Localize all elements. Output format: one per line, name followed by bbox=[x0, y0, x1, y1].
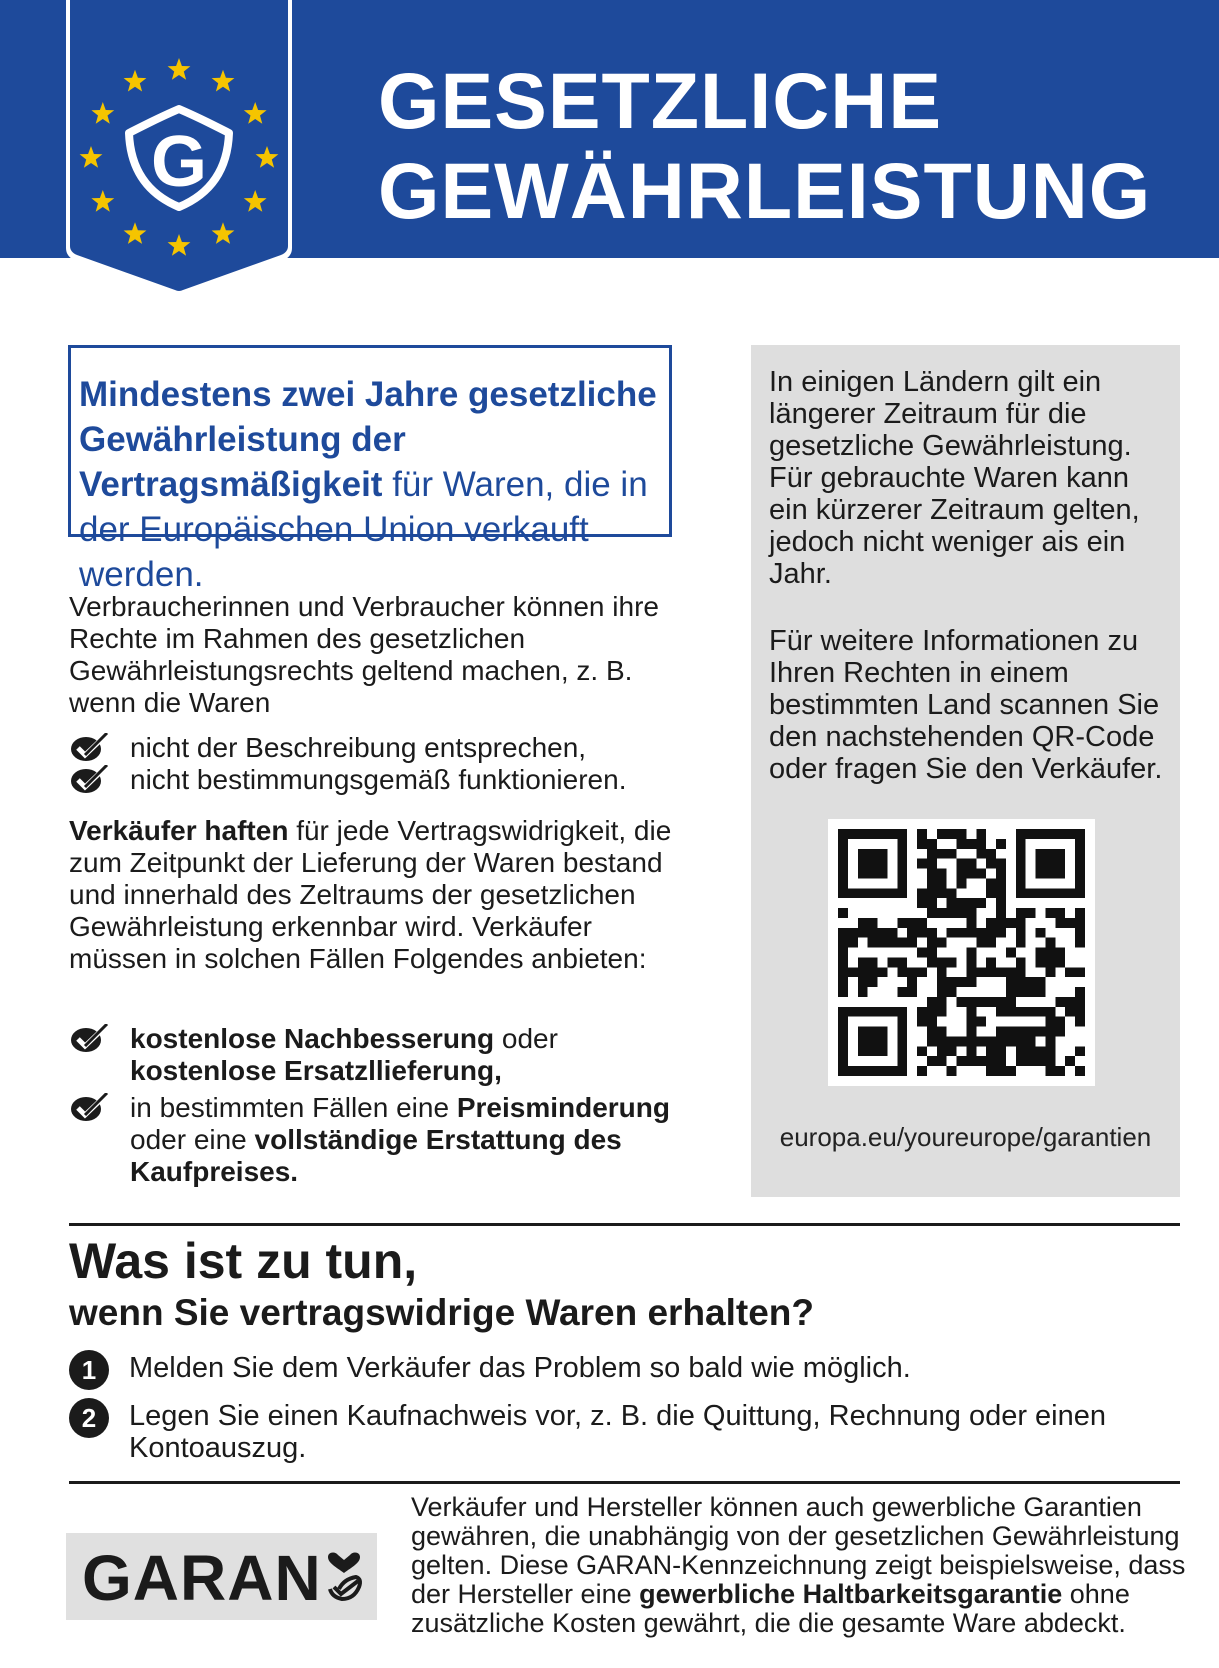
remedy-text: oder eine bbox=[130, 1124, 255, 1155]
consumer-rights-text: Verbraucherinnen und Verbraucher können ihre Rechte im Rahmen des gesetzlichen Gewährleistungsrechts geltend machen, z. B. wenn die Waren bbox=[69, 591, 659, 718]
seller-rest: für jede Vertragswidrigkeit, die zum Zeitpunkt der Lieferung der Waren bestand und innerhald des Zeltraums der gesetzlichen Gewährleistung erkennbar wird. Verkäufer müssen in solchen Fällen Folgendes anbieten: bbox=[69, 815, 672, 974]
qr-code[interactable] bbox=[828, 819, 1095, 1086]
intro-bold: Mindestens zwei Jahre gesetzliche Gewährleistung der Vertragsmäßigkeit bbox=[79, 375, 657, 504]
checkmark-icon bbox=[69, 1093, 109, 1123]
side-paragraph-2: Für weitere Informationen zu Ihren Rechten in einem bestimmten Land scannen Sie den nachstehenden QR-Code oder fragen Sie den Verkäufer. bbox=[769, 625, 1163, 785]
step-item bbox=[69, 1352, 1179, 1384]
divider bbox=[69, 1223, 1180, 1226]
step-text: Melden Sie dem Verkäufer das Problem so bald wie möglich. bbox=[129, 1352, 911, 1384]
checkmark-icon bbox=[69, 1024, 109, 1054]
list-item-text: nicht der Beschreibung entsprechen, bbox=[130, 732, 587, 763]
list-item bbox=[69, 732, 689, 764]
remedy-list bbox=[69, 1023, 689, 1193]
seller-liability-text bbox=[69, 815, 679, 975]
step-number-badge: 2 bbox=[69, 1398, 109, 1438]
step-text: Legen Sie einen Kaufnachweis vor, z. B. die Quittung, Rechnung oder einen Kontoauszug. bbox=[129, 1400, 1106, 1464]
section-heading: Was ist zu tun, bbox=[69, 1233, 418, 1289]
side-paragraph-1: In einigen Ländern gilt ein längerer Zeitraum für die gesetzliche Gewährleistung. Für gebrauchte Waren kann ein kürzerer Zeitraum gelten, jedoch nicht weniger ais ein Jahr. bbox=[769, 366, 1140, 590]
checkmark-icon bbox=[69, 733, 109, 763]
seller-bold: Verkäufer haften bbox=[69, 815, 289, 846]
list-item-text: nicht bestimmungsgemäß funktionieren. bbox=[130, 764, 627, 795]
remedy-bold: kostenlose Ersatzllieferung, bbox=[130, 1055, 502, 1086]
divider bbox=[69, 1481, 1180, 1484]
remedy-bold: vollständige Erstattung des Kaufpreises. bbox=[130, 1124, 622, 1187]
remedy-text: oder bbox=[494, 1023, 566, 1054]
step-number-badge: 1 bbox=[69, 1350, 109, 1390]
checkmark-icon bbox=[69, 765, 109, 795]
intro-rest: für Waren, die in der Europäischen Union verkauft werden. bbox=[79, 465, 648, 594]
steps-list bbox=[69, 1352, 1179, 1480]
qr-code-icon bbox=[838, 829, 1085, 1076]
title-line-1: GESETZLICHE bbox=[378, 56, 943, 145]
garan-text-a: Verkäufer und Hersteller können auch gewerbliche Garantien gewähren, die unabhängig von der gesetzlichen Gewährleistung gelten. Diese GARAN-Kennzeichnung zeigt beispielsweise, dass der Hersteller eine bbox=[411, 1492, 1186, 1609]
intro-box bbox=[68, 345, 672, 594]
remedy-text: in bestimmten Fällen eine bbox=[130, 1092, 457, 1123]
garan-bold: gewerbliche Haltbarkeitsgarantie bbox=[639, 1579, 1063, 1609]
step-item bbox=[69, 1400, 1179, 1464]
eu-shield-badge-icon bbox=[66, 0, 292, 300]
qr-url-link[interactable]: europa.eu/youreurope/garantien bbox=[779, 1122, 1152, 1152]
page-title bbox=[378, 56, 1151, 236]
list-item bbox=[69, 764, 689, 796]
badge-letter: G bbox=[150, 122, 208, 202]
list-item bbox=[69, 1023, 689, 1087]
info-side-panel bbox=[751, 345, 1180, 1197]
garan-explanation bbox=[411, 1493, 1186, 1638]
section-subheading: wenn Sie vertragswidrige Waren erhalten? bbox=[69, 1292, 815, 1333]
list-item bbox=[69, 1092, 689, 1188]
heart-check-icon bbox=[324, 1551, 364, 1603]
remedy-bold: kostenlose Nachbesserung bbox=[130, 1023, 495, 1054]
defect-list bbox=[69, 732, 689, 796]
remedy-bold: Preisminderung bbox=[456, 1092, 670, 1123]
garan-logo-text: GARAN bbox=[82, 1542, 322, 1614]
garan-logo bbox=[66, 1533, 377, 1620]
garan-text-b: ohne zusätzliche Kosten gewährt, die die gesamte Ware abdeckt. bbox=[411, 1579, 1130, 1638]
title-line-2: GEWÄHRLEISTUNG bbox=[378, 146, 1152, 235]
